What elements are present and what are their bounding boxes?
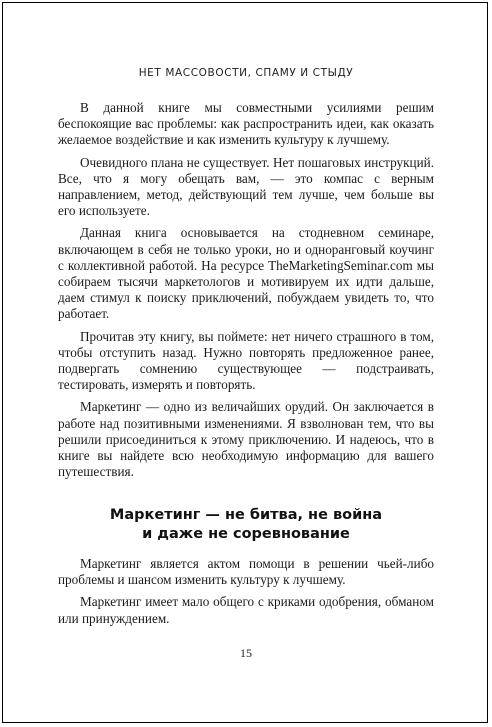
page-number: 15 <box>240 646 252 660</box>
paragraph: Данная книга основывается на стодневном семинаре, включающем в себя не только уроки, но и одноранговый коучинг с коллективной работой. На ресурсе TheMarketingSeminar.com мы собираем тысячи маркетологов и мотивируем их идти дальше, даем стимул к поиску приключений, побуждаем увидеть то, что работает. <box>58 225 434 322</box>
paragraph: Очевидного плана не существует. Нет пошаговых инструкций. Все, что я могу обещать вам, — это компас с верным направлением, метод, действующий тем лучше, чем больше вы его используете. <box>58 154 434 219</box>
paragraph: Маркетинг имеет мало общего с криками одобрения, обманом или принуждением. <box>58 594 434 626</box>
paragraph: Прочитав эту книгу, вы поймете: нет ничего страшного в том, чтобы отступить назад. Нужно повторять предложенное ранее, подвергать сомнению существующее — подстраивать, тестировать, измерять и повторять. <box>58 328 434 393</box>
section-heading <box>58 506 434 544</box>
section-body-text <box>58 556 434 633</box>
paragraph: Маркетинг — одно из величайших орудий. Он заключается в работе над позитивными изменениями. Я взволнован тем, что вы решили присоединиться к этому приключению. И надеюсь, что в книге вы найдете всю необходимую информацию для вашего путешествия. <box>58 399 434 480</box>
paragraph: В данной книге мы совместными усилиями решим беспокоящие вас проблемы: как распространить идеи, как оказать желаемое воздействие и как изменить культуру к лучшему. <box>58 100 434 148</box>
running-head: НЕТ МАССОВОСТИ, СПАМУ И СТЫДУ <box>138 67 354 79</box>
section-heading-line: Маркетинг — не битва, не война <box>109 507 383 523</box>
body-text <box>58 100 434 486</box>
paragraph: Маркетинг является актом помощи в решении чьей-либо проблемы и шансом изменить культуру к лучшему. <box>58 556 434 588</box>
section-heading-line: и даже не соревнование <box>142 526 350 542</box>
